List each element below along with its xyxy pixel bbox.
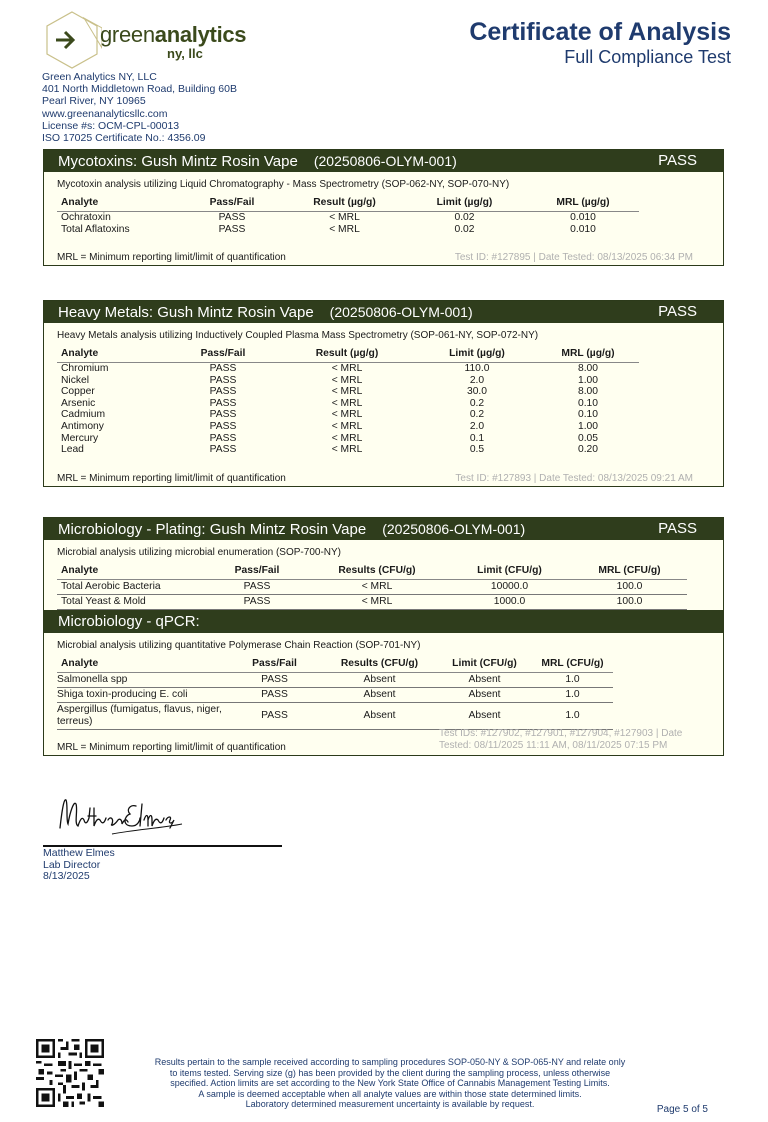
heavy-metals-header [44,301,723,323]
mrl-cell: 8.00 [577,386,599,398]
microbiology-sample-id: (20250806-OLYM-001) [382,521,526,537]
mrl-cell: 100.0 [572,595,687,610]
qpcr-title: Microbiology - qPCR: [58,613,200,630]
col-pass-fail: Pass/Fail [169,345,277,363]
result-cell: < MRL [331,420,363,432]
result-cell: < MRL [331,363,363,374]
microbiology-status: PASS [658,520,697,537]
result-cell: Absent [322,703,437,730]
pass-fail-cell: PASS [218,212,246,223]
mrl-note: MRL = Minimum reporting limit/limit of quantification [57,742,286,753]
disclaimer-line: to items tested. Serving size (g) has been provided by the client during the sampling process, unless otherwise [169,1067,611,1078]
page-number: Page 5 of 5 [656,1104,708,1115]
pass-fail-cell: PASS [207,595,307,610]
heavy-metals-status: PASS [658,303,697,320]
table-row [57,595,687,610]
logo-wordmark: greenanalytics [100,22,247,47]
logo-subtitle: ny, llc [167,46,203,61]
result-cell: < MRL [331,444,363,456]
lab-address-2: Pearl River, NY 10965 [42,95,146,108]
analyte-cell: Cadmium [61,409,106,421]
result-cell: < MRL [331,374,363,386]
disclaimer-line: specified. Action limits are set according to the New York State Office of Cannabis Management Testing Limits. [170,1078,610,1089]
mrl-cell: 0.05 [577,432,599,444]
pass-fail-cell: PASS [209,444,237,456]
pass-fail-cell: PASS [209,397,237,409]
signature-image [52,790,192,842]
pass-fail-cell: PASS [218,223,246,235]
limit-cell: Absent [437,673,532,688]
analyte-cell: Antimony [61,420,104,432]
analyte-cell: Chromium [61,363,109,374]
analyte-cell: Total Yeast & Mold [57,595,207,610]
mrl-cell: 1.0 [532,688,613,703]
mycotoxins-method: Mycotoxin analysis utilizing Liquid Chromatography - Mass Spectrometry (SOP-062-NY, SOP-070-NY) [57,179,510,190]
microbiology-header [44,518,723,540]
table-row [57,409,639,421]
lab-address-1: 401 North Middletown Road, Building 60B [42,83,237,96]
heavy-metals-table [57,345,639,456]
analyte-cell: Mercury [61,432,99,444]
mrl-cell: 1.0 [532,703,613,730]
mycotoxins-table [57,194,639,235]
result-cell: < MRL [331,397,363,409]
mycotoxins-panel [43,149,724,266]
result-cell: < MRL [329,212,360,223]
col-analyte: Analyte [57,194,177,212]
result-cell: Absent [322,673,437,688]
col-analyte: Analyte [57,655,227,673]
col-mrl: MRL (µg/g) [537,345,639,363]
col-result: Result (µg/g) [287,194,402,212]
mrl-cell: 0.10 [577,409,599,421]
col-mrl: MRL (CFU/g) [532,655,613,673]
qpcr-table [57,655,613,730]
limit-cell: 0.1 [469,432,485,444]
disclaimer [130,1057,650,1110]
mycotoxins-status: PASS [658,152,697,169]
result-cell: < MRL [307,580,447,595]
lab-name: Green Analytics NY, LLC [42,71,157,83]
mycotoxins-sample-id: (20250806-OLYM-001) [313,153,457,169]
table-row [57,398,639,410]
signatory-role: Lab Director [43,858,101,871]
analyte-cell: Aspergillus (fumigatus, flavus, niger, terreus) [57,703,227,730]
lab-license: License #s: OCM-CPL-00013 [42,119,180,132]
mrl-cell: 1.0 [532,673,613,688]
mrl-cell: 100.0 [572,580,687,595]
result-cell: < MRL [329,223,360,235]
col-result: Results (CFU/g) [322,655,437,673]
limit-cell: 1000.0 [447,595,572,610]
microbiology-title: Microbiology - Plating: Gush Mintz Rosin Vape [58,520,367,538]
pass-fail-cell: PASS [209,409,237,421]
heavy-metals-rows [57,363,639,456]
pass-fail-cell: PASS [227,688,322,703]
mrl-cell: 0.010 [570,223,596,235]
heavy-metals-sample-id: (20250806-OLYM-001) [329,304,473,320]
col-limit: Limit (CFU/g) [447,562,572,580]
table-row [57,212,639,224]
pass-fail-cell: PASS [209,374,237,386]
limit-cell: 0.5 [469,444,485,456]
disclaimer-line: Laboratory determined measurement uncertainty is available by request. [245,1099,535,1110]
col-limit: Limit (µg/g) [402,194,527,212]
mrl-note: MRL = Minimum reporting limit/limit of quantification [57,473,286,484]
microbiology-panel [43,517,724,756]
result-cell: < MRL [331,432,363,444]
company-logo [42,10,252,70]
pass-fail-cell: PASS [209,432,237,444]
hexagon-arrow-icon [42,10,102,70]
lab-iso: ISO 17025 Certificate No.: 4356.09 [42,132,206,145]
test-info: Test ID: #127893 | Date Tested: 08/13/2025 09:21 AM [455,473,693,484]
limit-cell: 0.02 [454,212,475,223]
table-row [57,224,639,236]
heavy-metals-method: Heavy Metals analysis utilizing Inductively Coupled Plasma Mass Spectrometry (SOP-061-NY, SOP-072-NY) [57,330,539,341]
qpcr-method: Microbial analysis utilizing quantitative Polymerase Chain Reaction (SOP-701-NY) [57,640,421,651]
result-cell: < MRL [331,386,363,398]
mrl-cell: 0.010 [570,212,596,223]
analyte-cell: Shiga toxin-producing E. coli [57,688,227,703]
table-row [57,580,687,595]
limit-cell: 2.0 [469,374,485,386]
result-cell: < MRL [331,409,363,421]
microbiology-table [57,562,687,610]
col-limit: Limit (µg/g) [417,345,537,363]
pass-fail-cell: PASS [209,420,237,432]
mrl-cell: 8.00 [577,363,599,374]
limit-cell: 110.0 [464,363,490,374]
analyte-cell: Total Aerobic Bacteria [57,580,207,595]
qpcr-header [44,610,723,633]
table-row [57,688,613,703]
mrl-cell: 0.10 [577,397,599,409]
result-cell: < MRL [307,595,447,610]
pass-fail-cell: PASS [227,703,322,730]
table-row [57,363,639,375]
disclaimer-line: Results pertain to the sample received according to sampling procedures SOP-050-NY & SOP-065-NY and relate only [154,1057,626,1067]
col-result: Results (CFU/g) [307,562,447,580]
mrl-note: MRL = Minimum reporting limit/limit of quantification [57,252,286,263]
table-row [57,386,639,398]
col-pass-fail: Pass/Fail [227,655,322,673]
table-row [57,433,639,445]
pass-fail-cell: PASS [207,580,307,595]
analyte-cell: Ochratoxin [61,212,111,223]
analyte-cell: Arsenic [61,397,96,409]
col-pass-fail: Pass/Fail [177,194,287,212]
col-pass-fail: Pass/Fail [207,562,307,580]
test-info: Test IDs: #127902, #127901, #127904, #127903 | Date Tested: 08/11/2025 11:11 AM, 08/11/2025 07:15 PM [439,728,683,751]
limit-cell: Absent [437,688,532,703]
mycotoxins-title: Mycotoxins: Gush Mintz Rosin Vape [58,152,298,170]
analyte-cell: Salmonella spp [57,673,227,688]
table-row [57,444,639,456]
col-limit: Limit (CFU/g) [437,655,532,673]
mrl-cell: 1.00 [577,420,599,432]
limit-cell: Absent [437,703,532,730]
limit-cell: 2.0 [469,420,485,432]
document-title-block [469,18,731,68]
limit-cell: 30.0 [466,386,488,398]
limit-cell: 10000.0 [447,580,572,595]
disclaimer-line: A sample is deemed acceptable when all analyte values are within those state determined limits. [198,1088,582,1099]
table-row [57,673,613,688]
col-mrl: MRL (µg/g) [527,194,639,212]
col-mrl: MRL (CFU/g) [572,562,687,580]
mrl-cell: 1.00 [577,374,599,386]
mycotoxins-header [44,150,723,172]
lab-info [42,71,237,144]
pass-fail-cell: PASS [209,386,237,398]
heavy-metals-title: Heavy Metals: Gush Mintz Rosin Vape [58,303,314,321]
col-analyte: Analyte [57,345,169,363]
test-info: Test ID: #127895 | Date Tested: 08/13/2025 06:34 PM [454,252,693,263]
limit-cell: 0.2 [469,397,485,409]
result-cell: Absent [322,688,437,703]
analyte-cell: Nickel [61,374,90,386]
signatory-info [43,848,115,883]
limit-cell: 0.02 [454,223,475,235]
pass-fail-cell: PASS [209,363,237,374]
signatory-name: Matthew Elmes [43,847,115,859]
pass-fail-cell: PASS [227,673,322,688]
heavy-metals-panel [43,300,724,487]
microbiology-method: Microbial analysis utilizing microbial enumeration (SOP-700-NY) [57,547,341,558]
table-row [57,421,639,433]
document-subtitle: Full Compliance Test [564,47,731,67]
mrl-cell: 0.20 [577,444,599,456]
signature-date: 8/13/2025 [43,870,90,882]
qr-code-icon[interactable] [36,1039,104,1107]
document-title: Certificate of Analysis [469,18,731,46]
analyte-cell: Lead [61,444,84,456]
limit-cell: 0.2 [469,409,485,421]
table-row [57,375,639,387]
analyte-cell: Copper [61,386,95,398]
lab-website[interactable]: www.greenanalyticsllc.com [42,107,168,120]
col-analyte: Analyte [57,562,207,580]
analyte-cell: Total Aflatoxins [61,223,130,235]
table-row [57,703,613,730]
col-result: Result (µg/g) [277,345,417,363]
